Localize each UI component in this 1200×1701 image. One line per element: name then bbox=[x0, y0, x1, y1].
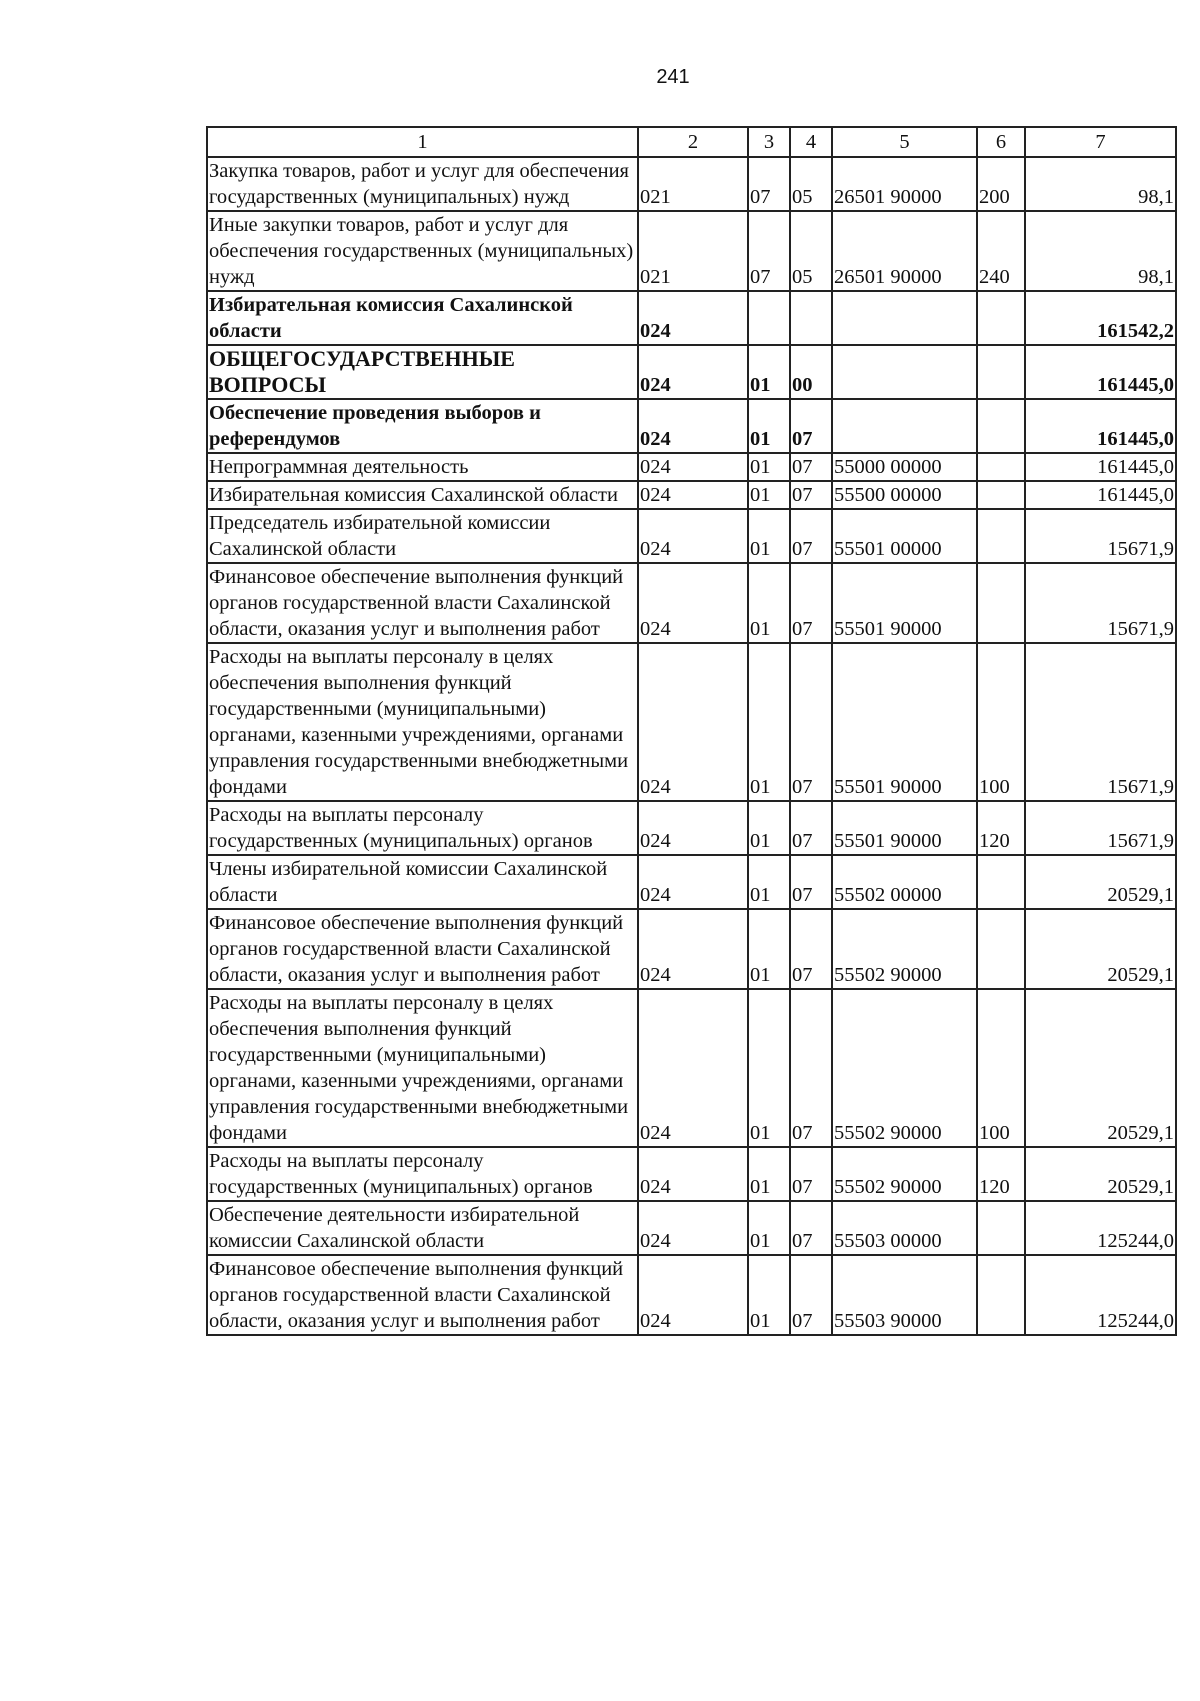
row-code-4: 07 bbox=[790, 563, 832, 643]
row-code-6 bbox=[977, 1201, 1025, 1255]
row-code-2: 024 bbox=[638, 989, 748, 1147]
row-code-6 bbox=[977, 291, 1025, 345]
column-header: 4 bbox=[790, 127, 832, 157]
row-name: Расходы на выплаты персоналу государственных (муниципальных) органов bbox=[207, 801, 638, 855]
row-amount: 15671,9 bbox=[1025, 801, 1176, 855]
row-code-6: 120 bbox=[977, 1147, 1025, 1201]
column-header: 7 bbox=[1025, 127, 1176, 157]
table-row bbox=[207, 399, 1176, 453]
table-row bbox=[207, 211, 1176, 291]
row-code-5: 55503 90000 bbox=[832, 1255, 977, 1335]
table-row bbox=[207, 855, 1176, 909]
table-row bbox=[207, 481, 1176, 509]
row-code-3: 01 bbox=[748, 1201, 790, 1255]
row-code-3: 07 bbox=[748, 157, 790, 211]
row-code-2: 024 bbox=[638, 909, 748, 989]
row-amount: 161445,0 bbox=[1025, 399, 1176, 453]
row-name: Иные закупки товаров, работ и услуг для обеспечения государственных (муниципальных) нужд bbox=[207, 211, 638, 291]
row-code-2: 024 bbox=[638, 345, 748, 399]
row-code-5: 55500 00000 bbox=[832, 481, 977, 509]
row-code-6 bbox=[977, 509, 1025, 563]
row-code-3: 01 bbox=[748, 643, 790, 801]
row-code-3: 01 bbox=[748, 801, 790, 855]
column-header: 1 bbox=[207, 127, 638, 157]
table-row bbox=[207, 157, 1176, 211]
table-row bbox=[207, 1147, 1176, 1201]
row-name: Избирательная комиссия Сахалинской области bbox=[207, 291, 638, 345]
row-code-6 bbox=[977, 1255, 1025, 1335]
table-row bbox=[207, 989, 1176, 1147]
row-code-4: 07 bbox=[790, 399, 832, 453]
column-header: 2 bbox=[638, 127, 748, 157]
row-code-6: 100 bbox=[977, 989, 1025, 1147]
row-code-5: 55502 90000 bbox=[832, 989, 977, 1147]
row-code-5: 55502 90000 bbox=[832, 1147, 977, 1201]
row-code-3: 01 bbox=[748, 481, 790, 509]
row-name: Расходы на выплаты персоналу государственных (муниципальных) органов bbox=[207, 1147, 638, 1201]
row-code-5: 55502 00000 bbox=[832, 855, 977, 909]
row-amount: 125244,0 bbox=[1025, 1255, 1176, 1335]
row-code-2: 024 bbox=[638, 855, 748, 909]
row-amount: 15671,9 bbox=[1025, 509, 1176, 563]
row-name: Обеспечение проведения выборов и референдумов bbox=[207, 399, 638, 453]
row-name: Избирательная комиссия Сахалинской области bbox=[207, 481, 638, 509]
row-code-4 bbox=[790, 291, 832, 345]
row-code-6: 200 bbox=[977, 157, 1025, 211]
row-code-6 bbox=[977, 345, 1025, 399]
row-code-3: 01 bbox=[748, 453, 790, 481]
row-name: Финансовое обеспечение выполнения функций органов государственной власти Сахалинской области, оказания услуг и выполнения работ bbox=[207, 909, 638, 989]
row-name: Закупка товаров, работ и услуг для обеспечения государственных (муниципальных) нужд bbox=[207, 157, 638, 211]
row-amount: 20529,1 bbox=[1025, 909, 1176, 989]
row-code-6: 100 bbox=[977, 643, 1025, 801]
row-name: Расходы на выплаты персоналу в целях обеспечения выполнения функций государственными (муниципальными) органами, казенными учреждениями, органами управления государственными внебюджетными фондами bbox=[207, 989, 638, 1147]
row-code-3: 01 bbox=[748, 1255, 790, 1335]
row-code-4: 07 bbox=[790, 453, 832, 481]
row-name: Финансовое обеспечение выполнения функций органов государственной власти Сахалинской области, оказания услуг и выполнения работ bbox=[207, 563, 638, 643]
row-amount: 98,1 bbox=[1025, 157, 1176, 211]
row-code-4: 07 bbox=[790, 801, 832, 855]
row-code-3: 01 bbox=[748, 1147, 790, 1201]
row-code-6: 240 bbox=[977, 211, 1025, 291]
row-code-6 bbox=[977, 481, 1025, 509]
budget-table bbox=[206, 126, 1177, 1336]
row-code-2: 024 bbox=[638, 509, 748, 563]
row-code-6 bbox=[977, 453, 1025, 481]
row-code-5 bbox=[832, 345, 977, 399]
table-row bbox=[207, 453, 1176, 481]
row-name: Председатель избирательной комиссии Сахалинской области bbox=[207, 509, 638, 563]
row-code-5: 55501 90000 bbox=[832, 643, 977, 801]
row-code-4: 07 bbox=[790, 481, 832, 509]
row-code-4: 05 bbox=[790, 157, 832, 211]
row-amount: 161445,0 bbox=[1025, 345, 1176, 399]
row-code-4: 07 bbox=[790, 989, 832, 1147]
row-code-3: 01 bbox=[748, 509, 790, 563]
row-code-3: 01 bbox=[748, 855, 790, 909]
row-amount: 20529,1 bbox=[1025, 989, 1176, 1147]
row-amount: 161445,0 bbox=[1025, 481, 1176, 509]
row-code-6 bbox=[977, 563, 1025, 643]
row-code-2: 024 bbox=[638, 1201, 748, 1255]
table-row bbox=[207, 1255, 1176, 1335]
table-row bbox=[207, 291, 1176, 345]
row-code-2: 024 bbox=[638, 399, 748, 453]
row-code-2: 024 bbox=[638, 481, 748, 509]
row-amount: 20529,1 bbox=[1025, 1147, 1176, 1201]
page-number: 241 bbox=[656, 66, 690, 88]
row-code-5: 55501 90000 bbox=[832, 801, 977, 855]
row-code-4: 00 bbox=[790, 345, 832, 399]
row-amount: 20529,1 bbox=[1025, 855, 1176, 909]
row-name: ОБЩЕГОСУДАРСТВЕННЫЕ ВОПРОСЫ bbox=[207, 345, 638, 399]
column-header: 5 bbox=[832, 127, 977, 157]
row-amount: 161542,2 bbox=[1025, 291, 1176, 345]
table-row bbox=[207, 509, 1176, 563]
row-code-3: 07 bbox=[748, 211, 790, 291]
row-code-3: 01 bbox=[748, 909, 790, 989]
row-amount: 15671,9 bbox=[1025, 643, 1176, 801]
row-code-6 bbox=[977, 909, 1025, 989]
row-code-2: 024 bbox=[638, 643, 748, 801]
row-code-5: 55503 00000 bbox=[832, 1201, 977, 1255]
row-code-4: 07 bbox=[790, 855, 832, 909]
table-row bbox=[207, 1201, 1176, 1255]
row-name: Непрограммная деятельность bbox=[207, 453, 638, 481]
column-header: 6 bbox=[977, 127, 1025, 157]
row-code-5: 26501 90000 bbox=[832, 157, 977, 211]
row-name: Члены избирательной комиссии Сахалинской области bbox=[207, 855, 638, 909]
row-code-2: 021 bbox=[638, 157, 748, 211]
row-code-2: 024 bbox=[638, 291, 748, 345]
row-code-3: 01 bbox=[748, 563, 790, 643]
table-row bbox=[207, 801, 1176, 855]
row-code-6: 120 bbox=[977, 801, 1025, 855]
row-code-6 bbox=[977, 855, 1025, 909]
row-amount: 161445,0 bbox=[1025, 453, 1176, 481]
table-row bbox=[207, 909, 1176, 989]
row-code-2: 021 bbox=[638, 211, 748, 291]
row-code-5: 55000 00000 bbox=[832, 453, 977, 481]
table-row bbox=[207, 643, 1176, 801]
row-code-5: 26501 90000 bbox=[832, 211, 977, 291]
row-code-5 bbox=[832, 291, 977, 345]
row-code-5 bbox=[832, 399, 977, 453]
row-code-3 bbox=[748, 291, 790, 345]
row-code-5: 55502 90000 bbox=[832, 909, 977, 989]
row-code-4: 07 bbox=[790, 1255, 832, 1335]
table-row bbox=[207, 563, 1176, 643]
row-code-2: 024 bbox=[638, 453, 748, 481]
row-code-4: 07 bbox=[790, 1147, 832, 1201]
row-code-4: 05 bbox=[790, 211, 832, 291]
row-name: Обеспечение деятельности избирательной комиссии Сахалинской области bbox=[207, 1201, 638, 1255]
row-code-5: 55501 00000 bbox=[832, 509, 977, 563]
column-header: 3 bbox=[748, 127, 790, 157]
row-code-2: 024 bbox=[638, 563, 748, 643]
row-code-6 bbox=[977, 399, 1025, 453]
table-header-row bbox=[207, 127, 1176, 157]
row-code-2: 024 bbox=[638, 1255, 748, 1335]
row-code-4: 07 bbox=[790, 909, 832, 989]
row-code-3: 01 bbox=[748, 345, 790, 399]
row-code-5: 55501 90000 bbox=[832, 563, 977, 643]
row-name: Финансовое обеспечение выполнения функций органов государственной власти Сахалинской области, оказания услуг и выполнения работ bbox=[207, 1255, 638, 1335]
row-name: Расходы на выплаты персоналу в целях обеспечения выполнения функций государственными (муниципальными) органами, казенными учреждениями, органами управления государственными внебюджетными фондами bbox=[207, 643, 638, 801]
table-row bbox=[207, 345, 1176, 399]
row-code-3: 01 bbox=[748, 399, 790, 453]
row-code-4: 07 bbox=[790, 509, 832, 563]
row-amount: 98,1 bbox=[1025, 211, 1176, 291]
row-code-2: 024 bbox=[638, 801, 748, 855]
row-code-2: 024 bbox=[638, 1147, 748, 1201]
row-code-4: 07 bbox=[790, 643, 832, 801]
row-amount: 125244,0 bbox=[1025, 1201, 1176, 1255]
row-code-3: 01 bbox=[748, 989, 790, 1147]
row-amount: 15671,9 bbox=[1025, 563, 1176, 643]
row-code-4: 07 bbox=[790, 1201, 832, 1255]
